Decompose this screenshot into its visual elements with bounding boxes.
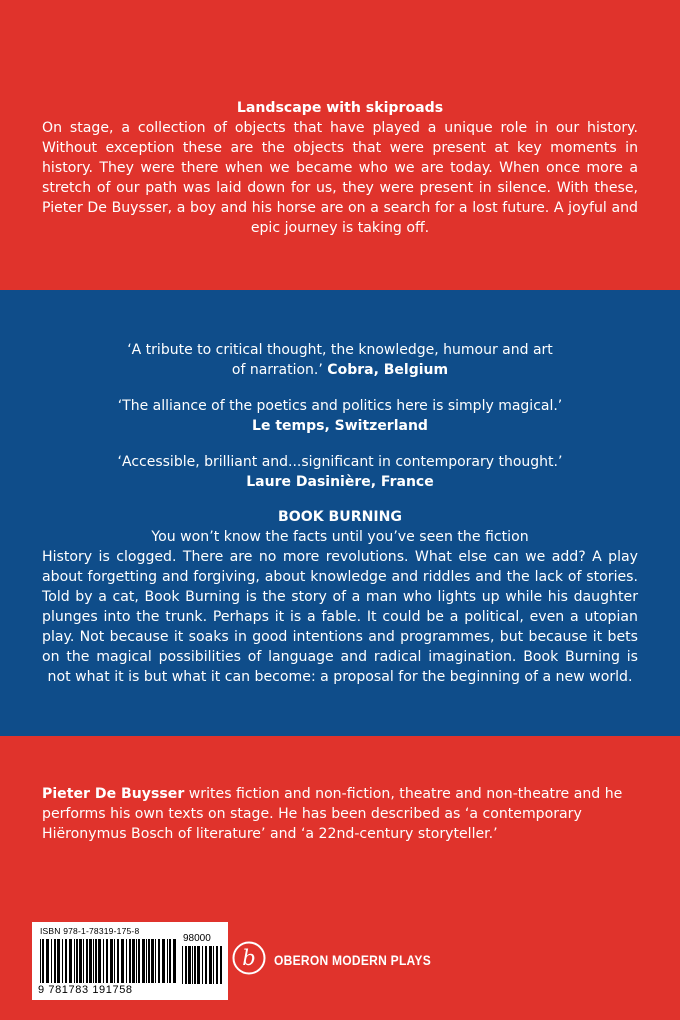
isbn-label: ISBN 978-1-78319-175-8	[40, 926, 140, 936]
blurb-book-burning	[42, 507, 638, 687]
blurb-landscape-body: On stage, a collection of objects that have played a unique role in our history. Without exception these are the objects that were present at key moments in history. They were there when we became who we are today. When once more a stretch of our path was laid down for us, they were present in silence. With these, Pieter De Buysser, a boy and his horse are on a search for a lost future. A joyful and epic journey is taking off.	[42, 120, 638, 236]
quote-source: Le temps, Switzerland	[252, 417, 428, 434]
review-quote	[42, 397, 638, 436]
quote-text: ‘Accessible, brilliant and...significant in contemporary thought.’	[117, 454, 563, 470]
quote-source: Laure Dasinière, France	[246, 473, 434, 490]
barcode-bars-icon	[40, 939, 176, 985]
barcode-addon-digits: 98000	[183, 933, 211, 944]
barcode-addon-bars-icon	[182, 946, 222, 986]
quote-text: ‘The alliance of the poetics and politics here is simply magical.’	[117, 398, 563, 414]
author-name: Pieter De Buysser	[42, 786, 185, 802]
oberon-logo-icon	[232, 941, 266, 975]
blurb-book-burning-subtitle: You won’t know the facts until you’ve seen the fiction	[151, 529, 529, 545]
blurb-landscape-title: Landscape with skiproads	[236, 100, 444, 116]
review-quotes	[42, 341, 638, 509]
review-quote	[42, 453, 638, 492]
quote-text: ‘A tribute to critical thought, the knowledge, humour and art of narration.’	[127, 342, 553, 378]
ean-digits: 9 781783 191758	[38, 984, 133, 996]
oberon-logo-letter: b	[242, 946, 256, 970]
blurb-book-burning-title: BOOK BURNING	[278, 509, 402, 525]
publisher-name: OBERON MODERN PLAYS	[274, 952, 431, 968]
author-bio	[42, 784, 638, 844]
isbn-barcode	[32, 922, 228, 1000]
quote-source: Cobra, Belgium	[327, 361, 449, 378]
blurb-book-burning-body: History is clogged. There are no more revolutions. What else can we add? A play about forgetting and forgiving, about knowledge and riddles and the lack of stories. Told by a cat, Book Burning is the story of a man who lights up while his daughter plunges into the trunk. Perhaps it is a fable. It could be a political, even a utopian play. Not because it soaks in good intentions and programmes, but because it bets on the magical possibilities of language and radical imagination. Book Burning is not what it is but what it can become: a proposal for the beginning of a new world.	[42, 549, 638, 685]
blurb-landscape	[42, 98, 638, 238]
review-quote	[42, 341, 638, 380]
author-bio-text: writes fiction and non-fiction, theatre and non-theatre and he performs his own texts on stage. He has been described as ‘a contemporary Hiëronymus Bosch of literature’ and ‘a 22nd-century storyteller.’	[42, 786, 623, 842]
